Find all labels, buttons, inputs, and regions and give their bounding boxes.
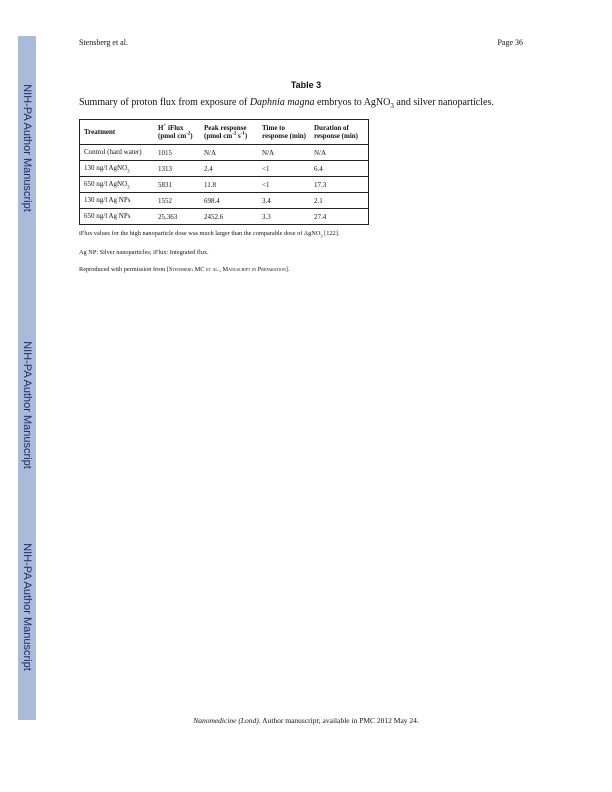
- table-row: [80, 209, 369, 225]
- cell-time: <1: [258, 161, 310, 177]
- page-number: Page 36: [497, 38, 523, 47]
- header-duration: Duration of response (min): [310, 120, 369, 145]
- cell-peak: N/A: [200, 145, 258, 161]
- cell-duration: 17.3: [310, 177, 369, 193]
- cell-peak: 11.8: [200, 177, 258, 193]
- cell-duration: 27.4: [314, 212, 327, 221]
- cell-time: N/A: [258, 145, 310, 161]
- table-note-iflux: iFlux values for the high nanoparticle dose was much larger than the comparable dose of AgNO$_3$ [122].: [79, 230, 340, 239]
- table-row: [80, 193, 369, 209]
- cell-treatment: 650 ng/l Ag NPs: [84, 212, 131, 221]
- running-header-author: Stensberg et al.: [79, 38, 128, 47]
- cell-treatment: Control (hard water): [80, 145, 155, 161]
- cell-duration: 2.1: [310, 193, 369, 209]
- proton-flux-table: [79, 119, 369, 225]
- table-note-abbreviations: Ag NP: Silver nanoparticles; iFlux: Integrated flux.: [79, 249, 209, 256]
- cell-peak: 2452.6: [204, 212, 224, 221]
- cell-duration: 6.4: [310, 161, 369, 177]
- cell-peak: 698.4: [200, 193, 258, 209]
- cell-time: 3.4: [258, 193, 310, 209]
- header-treatment: Treatment: [80, 120, 155, 145]
- table-row: [80, 177, 369, 193]
- cell-duration: N/A: [310, 145, 369, 161]
- header-peak-response: Peak response (pmol $cm^{-2}$ $s^{-1}$): [200, 120, 258, 145]
- header-iflux: H+ iFlux (pmol $cm^{-2}$): [154, 120, 200, 145]
- cell-treatment: 130 ng/l Ag NPs: [80, 193, 155, 209]
- table-title: Table 3: [290, 80, 322, 90]
- table-note-permission: Reproduced with permission from [Stensberg MC et al., Manuscript in Preparation].: [79, 266, 290, 273]
- table-row: [80, 161, 369, 177]
- cell-iflux: 1015: [154, 145, 200, 161]
- table-row: [80, 145, 369, 161]
- table-header-row: [80, 120, 369, 145]
- cell-time: <1: [258, 177, 310, 193]
- cell-peak: 2.4: [200, 161, 258, 177]
- header-time-to-response: Time to response (min): [258, 120, 310, 145]
- cell-iflux: 1552: [154, 193, 200, 209]
- cell-iflux: 25,363: [158, 212, 178, 221]
- cell-iflux: 1313: [154, 161, 200, 177]
- cell-time: 3.3: [262, 212, 271, 221]
- page-footer: Nanomedicine (Lond). Author manuscript; available in PMC 2012 May 24.: [193, 716, 419, 725]
- cell-treatment: 130 ng/l AgNO$_3$: [80, 161, 155, 177]
- cell-iflux: 5831: [154, 177, 200, 193]
- cell-treatment: 650 ng/l AgNO$_3$: [80, 177, 155, 193]
- table-caption: Summary of proton flux from exposure of Daphnia magna embryos to AgNO$_3$ and silver nanoparticles.: [79, 97, 494, 110]
